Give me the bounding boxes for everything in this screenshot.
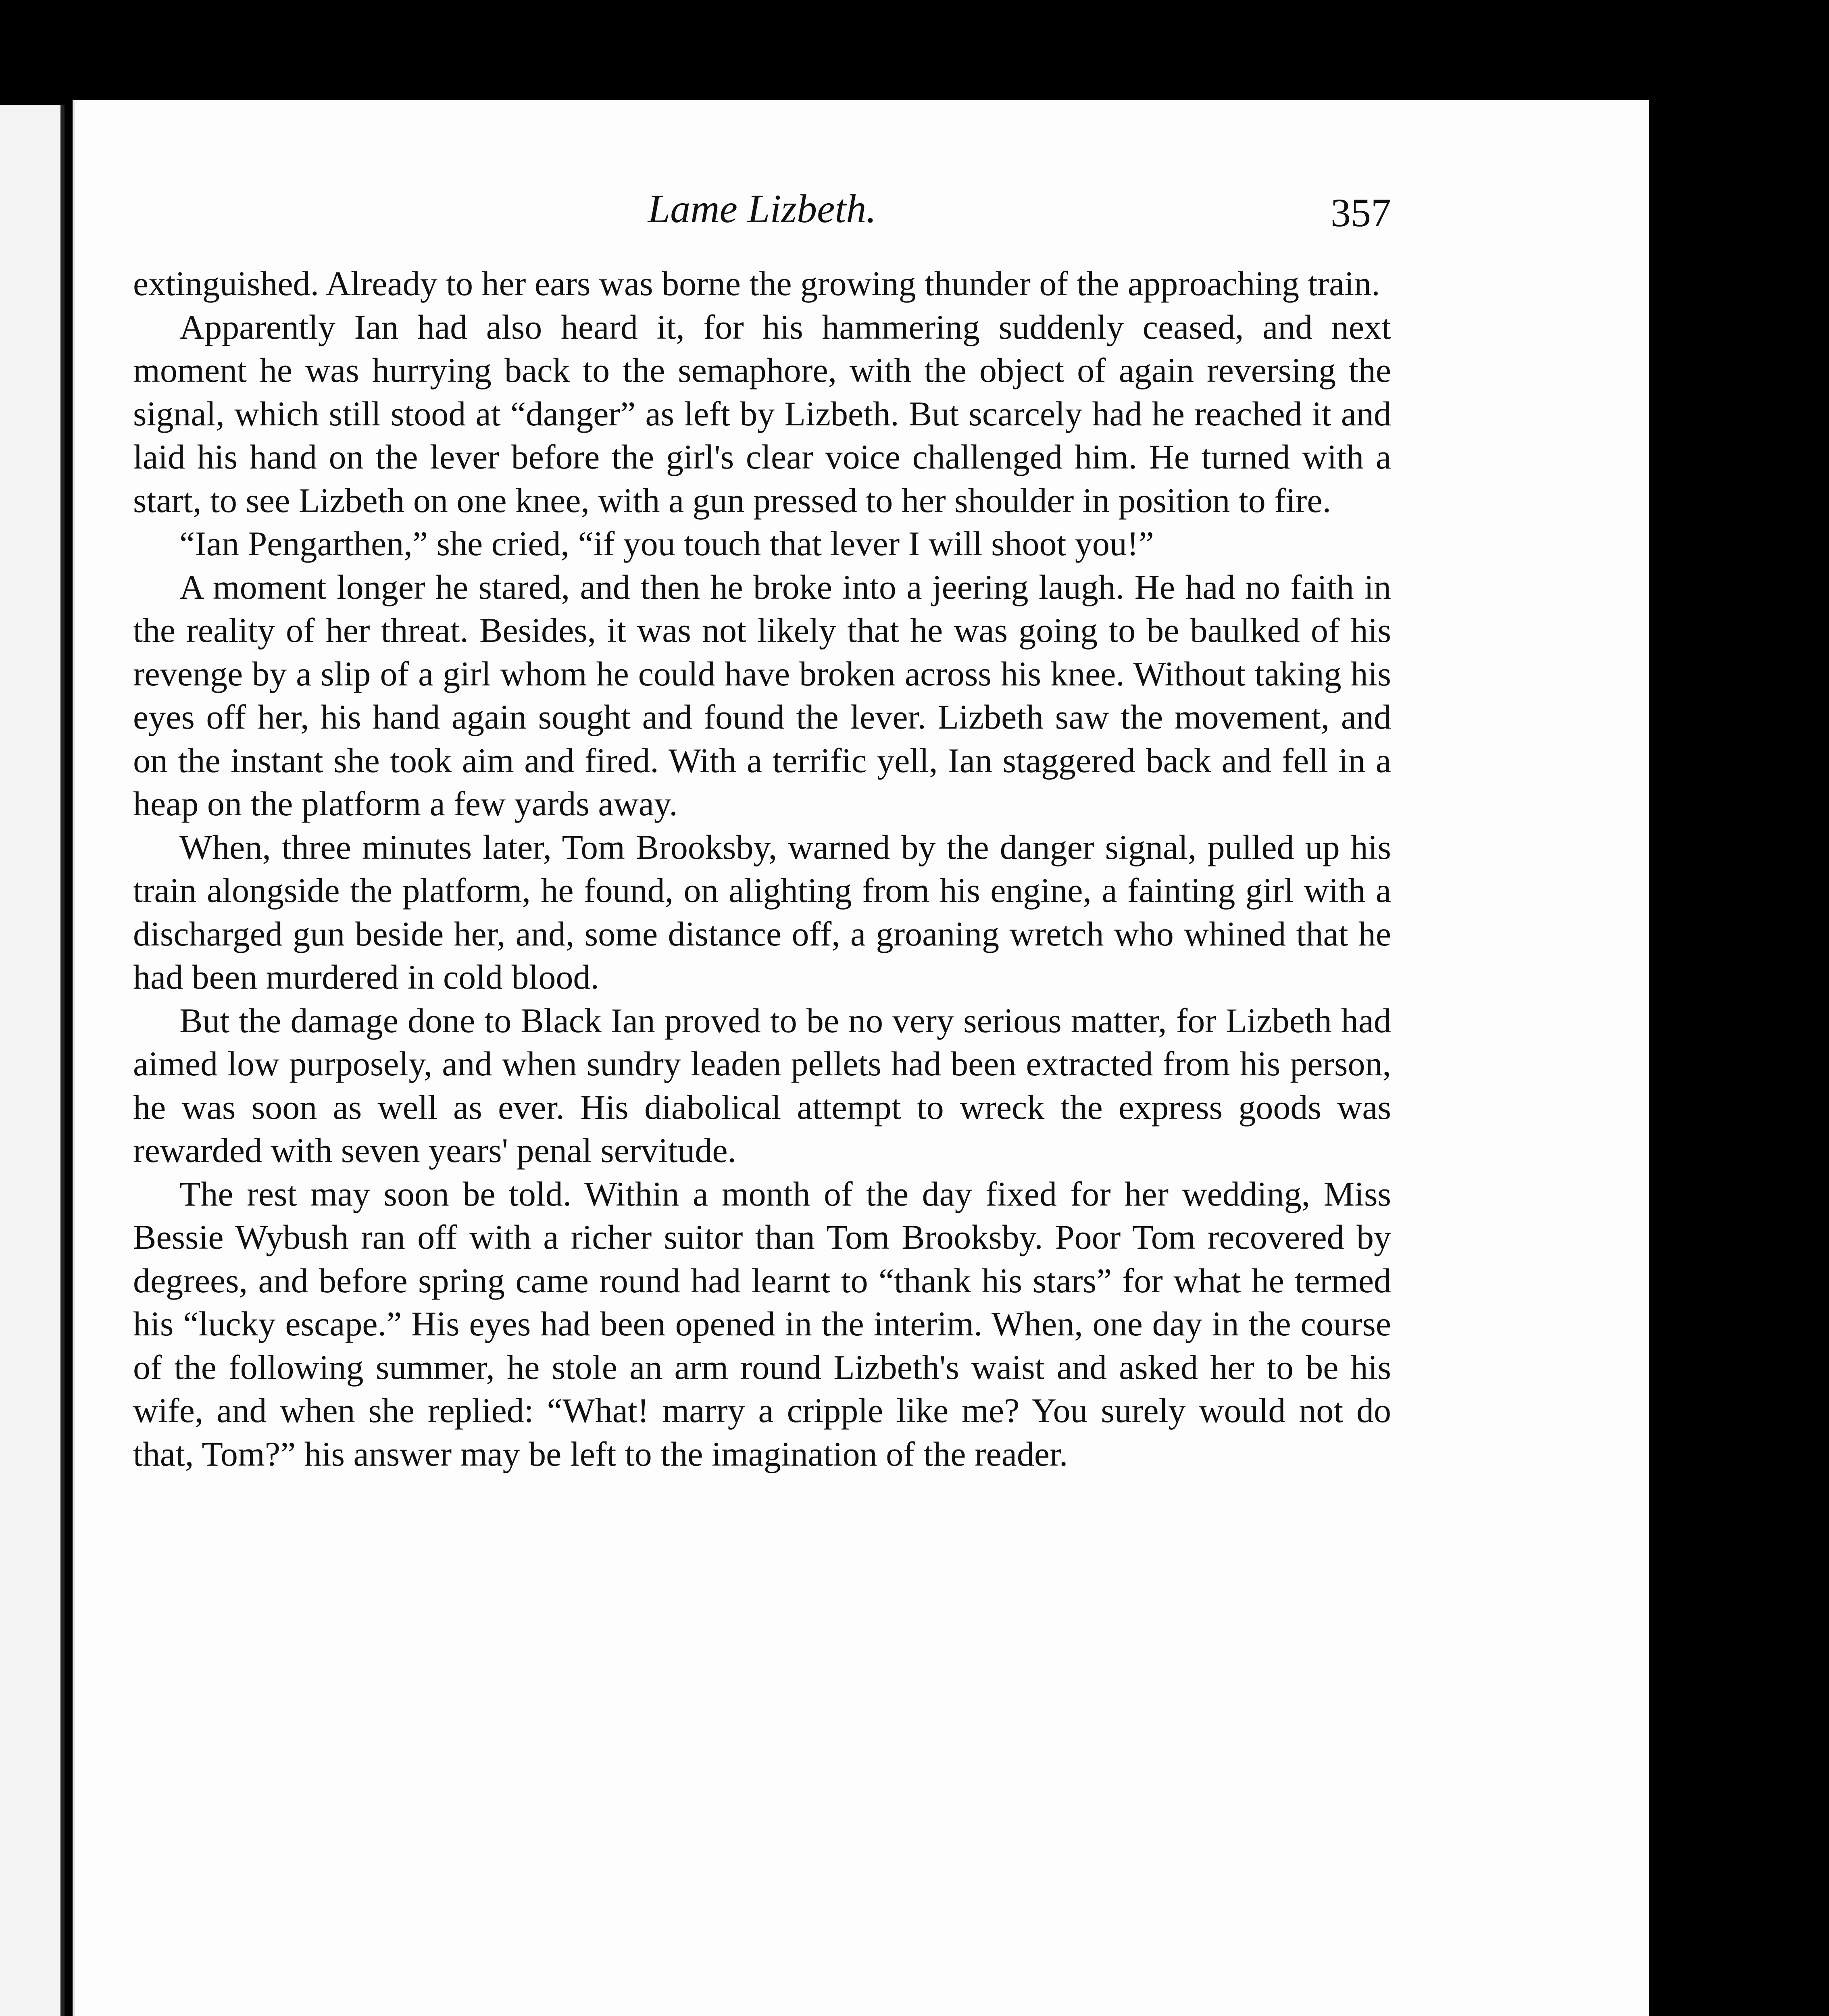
paragraph: When, three minutes later, Tom Brooksby, warned by the danger signal, pulled up his train alongside the platform, he found, on alighting from his engine, a fainting girl with a discharged gun beside her, and, some distance off, a groaning wretch who whined that he had been murdered in cold blood. (133, 827, 1391, 996)
left-page-edge (0, 105, 65, 2016)
page-number: 357 (1331, 190, 1391, 235)
paragraph: “Ian Pengarthen,” she cried, “if you touch that lever I will shoot you!” (179, 524, 1154, 563)
body-text (133, 262, 1391, 1476)
paragraph: extinguished. Already to her ears was borne the growing thunder of the approaching train. (133, 264, 1380, 303)
paragraph: But the damage done to Black Ian proved to be no very serious matter, for Lizbeth had aimed low purposely, and when sundry leaden pellets had been extracted from his person, he was soon as well as ever. His diabolical attempt to wreck the express goods was rewarded with seven years' penal servitude. (133, 1001, 1391, 1170)
paragraph: The rest may soon be told. Within a month of the day fixed for her wedding, Miss Bessie Wybush ran off with a richer suitor than Tom Brooksby. Poor Tom recovered by degrees, and before spring came round had learnt to “thank his stars” for what he termed his “lucky escape.” His eyes had been opened in the interim. When, one day in the course of the following summer, he stole an arm round Lizbeth's waist and asked her to be his wife, and when she replied: “What! marry a cripple like me? You surely would not do that, Tom?” his answer may be left to the imagination of the reader. (133, 1174, 1391, 1473)
paragraph: Apparently Ian had also heard it, for his hammering suddenly ceased, and next moment he was hurrying back to the semaphore, with the object of again reversing the signal, which still stood at “danger” as left by Lizbeth. But scarcely had he reached it and laid his hand on the lever before the girl's clear voice challenged him. He turned with a start, to see Lizbeth on one knee, with a gun pressed to her shoulder in position to fire. (133, 307, 1391, 520)
page-header (133, 185, 1391, 238)
running-title: Lame Lizbeth. (648, 186, 877, 231)
paragraph: A moment longer he stared, and then he broke into a jeering laugh. He had no faith in the reality of her threat. Besides, it was not likely that he was going to be baulked of his revenge by a slip of a girl whom he could have broken across his knee. Without taking his eyes off her, his hand again sought and found the lever. Lizbeth saw the movement, and on the instant she took aim and fired. With a terrific yell, Ian staggered back and fell in a heap on the platform a few yards away. (133, 567, 1391, 823)
